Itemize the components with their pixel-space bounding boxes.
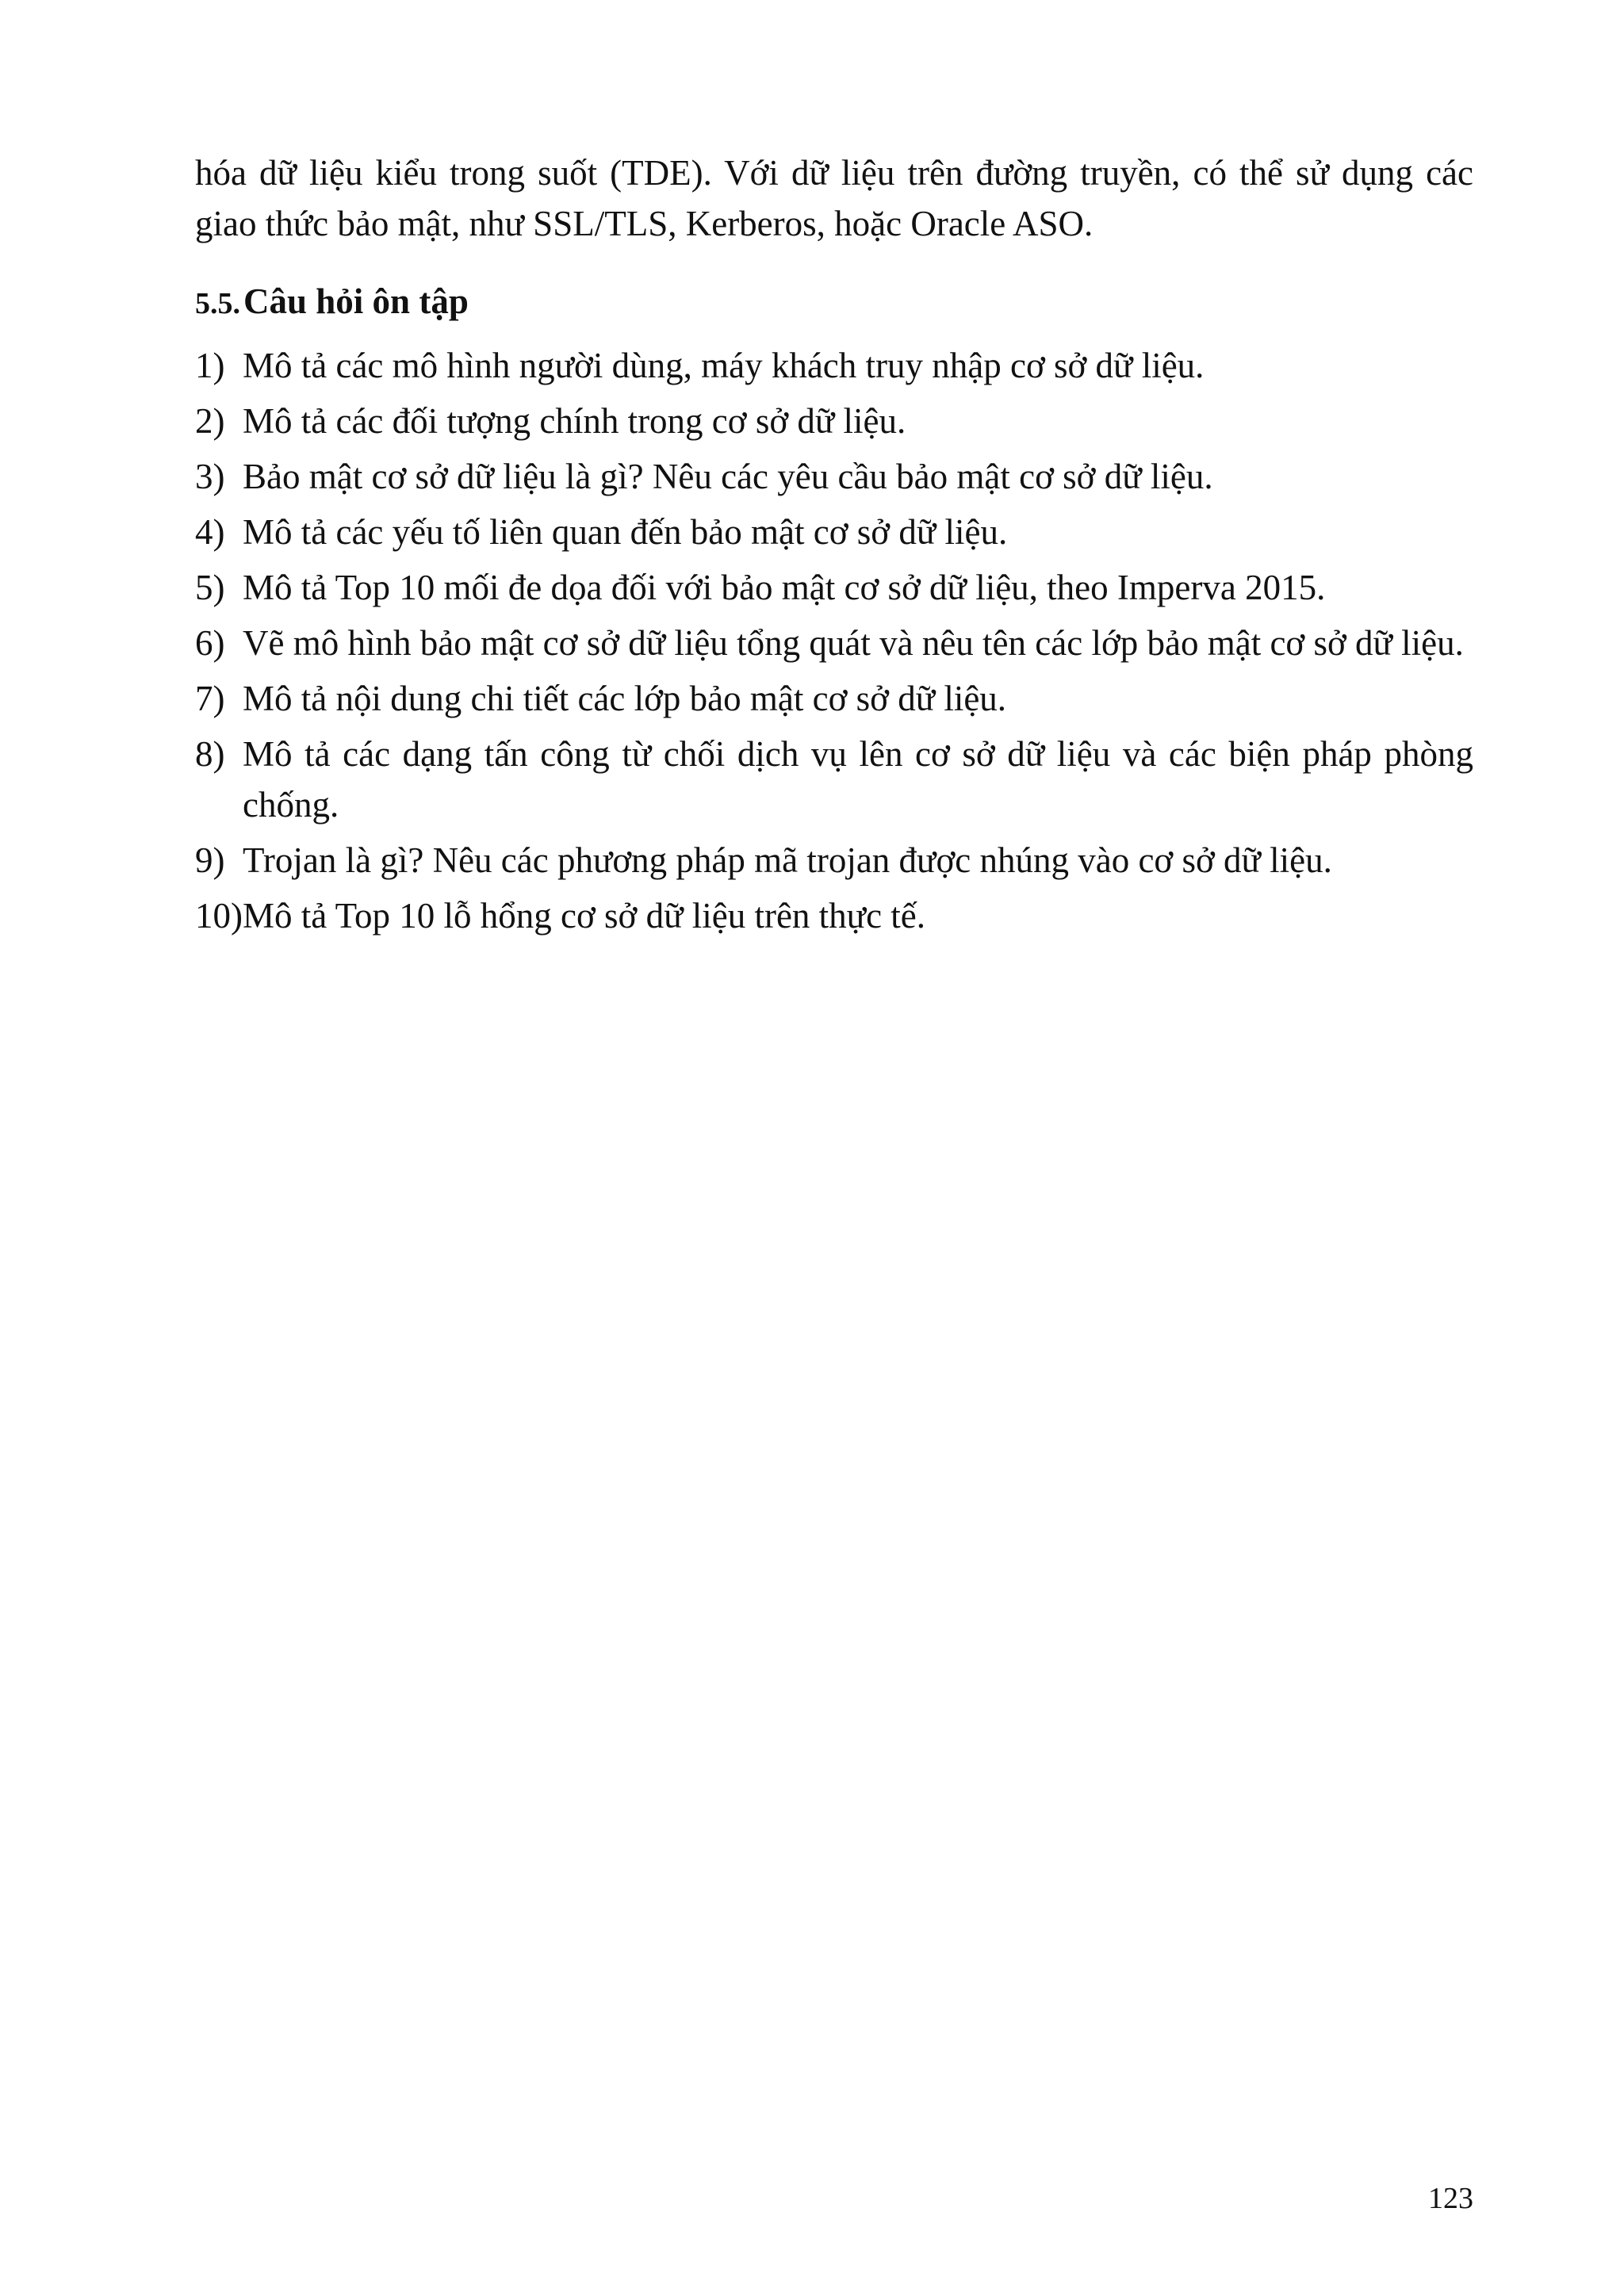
review-questions-list	[195, 340, 1473, 941]
question-number: 9)	[195, 840, 225, 880]
question-number: 7)	[195, 679, 225, 718]
question-number: 5)	[195, 568, 225, 607]
section-title: Câu hỏi ôn tập	[243, 281, 469, 321]
question-text: Mô tả các đối tượng chính trong cơ sở dữ liệu.	[243, 401, 906, 441]
question-item	[195, 451, 1473, 502]
question-text: Mô tả nội dung chi tiết các lớp bảo mật cơ sở dữ liệu.	[243, 679, 1007, 718]
question-item	[195, 562, 1473, 613]
intro-paragraph: hóa dữ liệu kiểu trong suốt (TDE). Với dữ liệu trên đường truyền, có thể sử dụng các giao thức bảo mật, như SSL/TLS, Kerberos, hoặc Oracle ASO.	[195, 153, 1473, 243]
question-text: Mô tả Top 10 mối đe dọa đối với bảo mật cơ sở dữ liệu, theo Imperva 2015.	[243, 568, 1326, 607]
page-number: 123	[1428, 2182, 1473, 2215]
section-heading	[195, 276, 1473, 335]
question-number: 8)	[195, 734, 225, 774]
question-number: 6)	[195, 623, 225, 663]
question-text: Bảo mật cơ sở dữ liệu là gì? Nêu các yêu cầu bảo mật cơ sở dữ liệu.	[243, 457, 1213, 496]
question-item	[195, 340, 1473, 391]
question-text: Mô tả các dạng tấn công từ chối dịch vụ lên cơ sở dữ liệu và các biện pháp phòng chống.	[243, 734, 1473, 825]
question-number: 4)	[195, 512, 225, 552]
question-number: 1)	[195, 346, 225, 385]
question-text: Vẽ mô hình bảo mật cơ sở dữ liệu tổng quát và nêu tên các lớp bảo mật cơ sở dữ liệu.	[243, 623, 1464, 663]
question-text: Mô tả các yếu tố liên quan đến bảo mật cơ sở dữ liệu.	[243, 512, 1008, 552]
question-text: Mô tả Top 10 lỗ hổng cơ sở dữ liệu trên thực tế.	[243, 896, 926, 936]
question-item	[195, 835, 1473, 886]
question-item	[195, 673, 1473, 724]
question-item	[195, 396, 1473, 446]
question-item	[195, 507, 1473, 557]
question-number: 2)	[195, 401, 225, 441]
question-number: 10)	[195, 896, 243, 936]
page-content	[195, 147, 1473, 946]
question-text: Trojan là gì? Nêu các phương pháp mã trojan được nhúng vào cơ sở dữ liệu.	[243, 840, 1332, 880]
question-item	[195, 618, 1473, 668]
question-number: 3)	[195, 457, 225, 496]
question-text: Mô tả các mô hình người dùng, máy khách truy nhập cơ sở dữ liệu.	[243, 346, 1205, 385]
section-number: 5.5.	[195, 287, 240, 320]
question-item	[195, 729, 1473, 830]
question-item	[195, 890, 1473, 941]
